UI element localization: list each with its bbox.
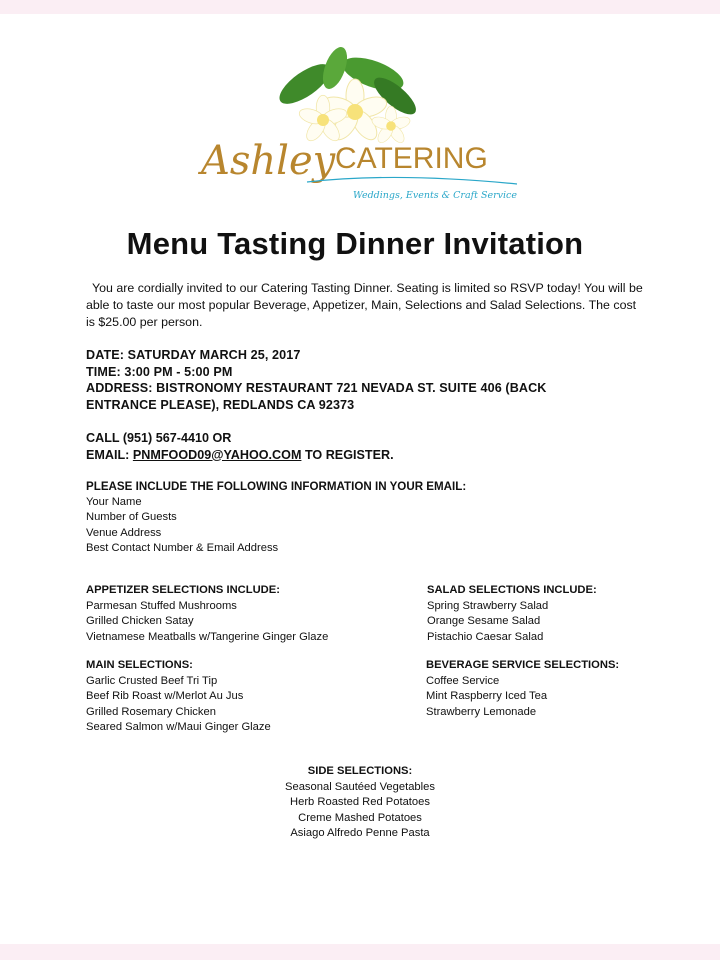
event-address-line-1: ADDRESS: BISTRONOMY RESTAURANT 721 NEVADA ST. SUITE 406 (BACK: [86, 381, 547, 395]
list-item: Your Name: [86, 495, 142, 508]
svg-text:CATERING: CATERING: [335, 142, 488, 175]
list-item: Seasonal Sautéed Vegetables: [285, 780, 435, 793]
list-item: Seared Salmon w/Maui Ginger Glaze: [86, 721, 271, 733]
list-item: Spring Strawberry Salad: [427, 599, 549, 612]
intro-paragraph: You are cordially invited to our Catering Tasting Dinner. Seating is limited so RSVP today! You will be able to taste our most popular Beverage, Appetizer, Main, Selections and Salad Selections. The cost is $25.00 per person.: [86, 281, 643, 329]
event-details: [86, 347, 646, 413]
appetizer-section: [86, 583, 328, 645]
list-item: Mint Raspberry Iced Tea: [426, 690, 548, 702]
page-title: Menu Tasting Dinner Invitation: [126, 226, 584, 261]
event-time: TIME: 3:00 PM - 5:00 PM: [86, 364, 233, 379]
list-item: Grilled Rosemary Chicken: [86, 705, 216, 718]
list-item: Strawberry Lemonade: [426, 705, 537, 718]
email-prefix: EMAIL:: [86, 447, 130, 462]
list-item: Asiago Alfredo Penne Pasta: [290, 827, 430, 839]
event-date: DATE: SATURDAY MARCH 25, 2017: [86, 348, 301, 362]
salad-section: [427, 583, 597, 645]
main-section: [86, 658, 271, 736]
contact-phone: CALL (951) 567-4410 OR: [86, 431, 232, 445]
salad-heading: SALAD SELECTIONS INCLUDE:: [427, 584, 597, 596]
contact-email-line: [86, 447, 394, 464]
list-item: Beef Rib Roast w/Merlot Au Jus: [86, 690, 244, 702]
list-item: Pistachio Caesar Salad: [427, 630, 544, 643]
appetizer-heading: APPETIZER SELECTIONS INCLUDE:: [86, 584, 280, 596]
list-item: Parmesan Stuffed Mushrooms: [86, 599, 237, 612]
list-item: Orange Sesame Salad: [427, 615, 541, 627]
list-item: Vietnamese Meatballs w/Tangerine Ginger Glaze: [86, 630, 329, 643]
ashley-catering-logo: [195, 44, 525, 204]
beverage-section: [426, 658, 619, 720]
side-heading: SIDE SELECTIONS:: [307, 765, 413, 777]
list-item: Best Contact Number & Email Address: [86, 542, 279, 554]
list-item: Garlic Crusted Beef Tri Tip: [86, 674, 218, 687]
side-section: [0, 764, 720, 842]
beverage-heading: BEVERAGE SERVICE SELECTIONS:: [426, 659, 620, 671]
contact-block: [86, 430, 394, 463]
plumeria-logo-icon: [195, 44, 525, 204]
invitation-page: [0, 14, 720, 944]
svg-text:Ashley: Ashley: [201, 138, 336, 184]
event-address-line-2: ENTRANCE PLEASE), REDLANDS CA 92373: [86, 397, 355, 412]
list-item: Creme Mashed Potatoes: [298, 811, 422, 824]
main-heading: MAIN SELECTIONS:: [86, 659, 193, 671]
svg-text:Weddings, Events & Craft Servi: Weddings, Events & Craft Service: [352, 190, 517, 201]
list-item: Number of Guests: [86, 511, 177, 523]
list-item: Grilled Chicken Satay: [86, 615, 194, 627]
required-info-heading: PLEASE INCLUDE THE FOLLOWING INFORMATION IN YOUR EMAIL:: [86, 480, 467, 493]
list-item: Herb Roasted Red Potatoes: [290, 796, 430, 808]
list-item: Coffee Service: [426, 674, 500, 687]
required-info-section: [86, 479, 466, 557]
email-link[interactable]: PNMFOOD09@YAHOO.COM: [132, 447, 302, 462]
email-suffix: TO REGISTER.: [304, 447, 394, 462]
list-item: Venue Address: [86, 526, 162, 539]
